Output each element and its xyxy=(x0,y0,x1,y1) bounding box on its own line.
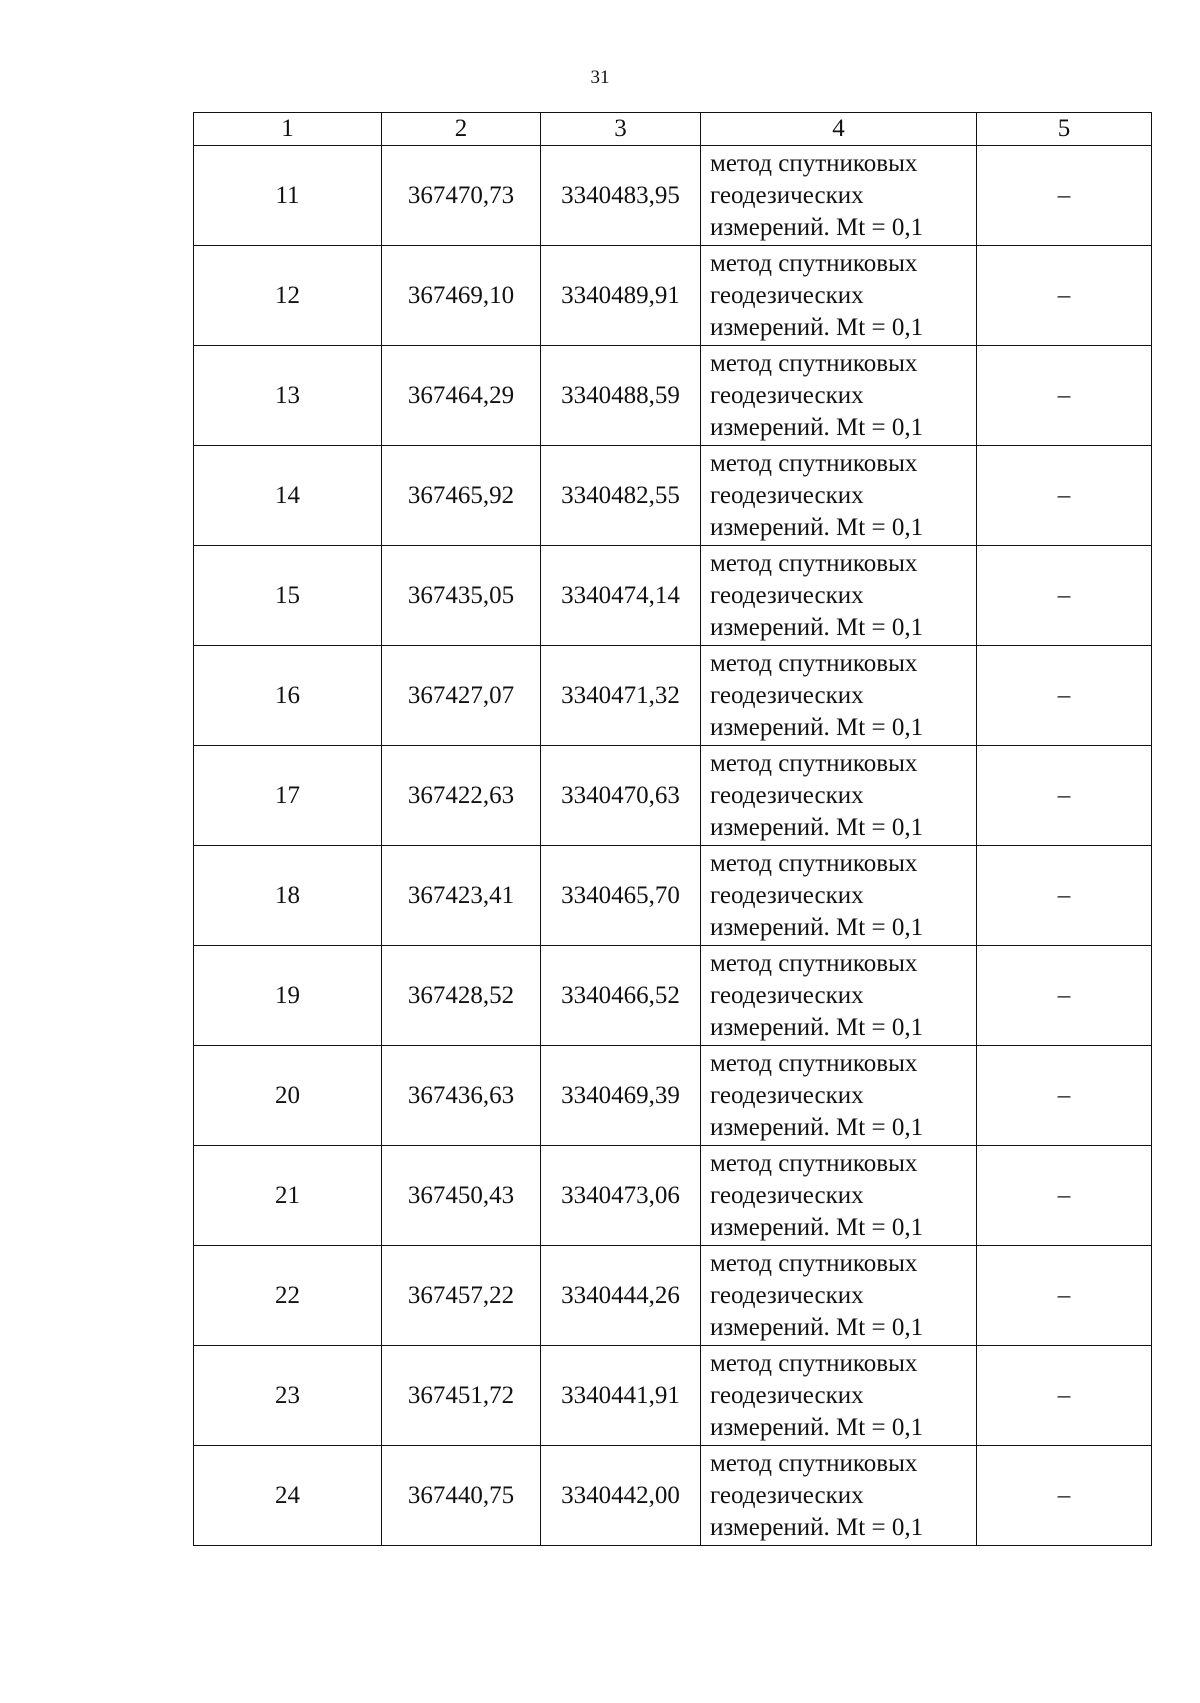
table-row xyxy=(194,1046,1152,1146)
y-coordinate-cell: 3340469,39 xyxy=(541,1046,701,1146)
table-header-row xyxy=(194,113,1152,146)
method-line: геодезических xyxy=(710,1481,864,1509)
method-cell xyxy=(701,346,977,446)
coordinates-table xyxy=(193,112,1152,1546)
table-row xyxy=(194,1146,1152,1246)
column-5-cell: – xyxy=(977,346,1152,446)
table-row xyxy=(194,946,1152,1046)
point-number-cell: 22 xyxy=(194,1246,382,1346)
method-line: метод спутниковых xyxy=(710,849,918,877)
y-coordinate-cell: 3340482,55 xyxy=(541,446,701,546)
method-cell xyxy=(701,746,977,846)
method-line: геодезических xyxy=(710,781,864,809)
y-coordinate-cell: 3340470,63 xyxy=(541,746,701,846)
y-coordinate-cell: 3340466,52 xyxy=(541,946,701,1046)
method-line: геодезических xyxy=(710,1081,864,1109)
column-5-cell: – xyxy=(977,246,1152,346)
method-line: метод спутниковых xyxy=(710,1149,918,1177)
point-number-cell: 14 xyxy=(194,446,382,546)
method-line: измерений. Mt = 0,1 xyxy=(710,1113,924,1141)
point-number-cell: 24 xyxy=(194,1446,382,1546)
method-line: геодезических xyxy=(710,281,864,309)
x-coordinate-cell: 367457,22 xyxy=(382,1246,541,1346)
method-line: геодезических xyxy=(710,1181,864,1209)
method-cell xyxy=(701,446,977,546)
x-coordinate-cell: 367469,10 xyxy=(382,246,541,346)
method-line: геодезических xyxy=(710,681,864,709)
method-line: метод спутниковых xyxy=(710,749,918,777)
method-cell xyxy=(701,1446,977,1546)
method-line: геодезических xyxy=(710,1281,864,1309)
x-coordinate-cell: 367428,52 xyxy=(382,946,541,1046)
method-line: геодезических xyxy=(710,1381,864,1409)
method-cell xyxy=(701,246,977,346)
column-header-5: 5 xyxy=(977,113,1152,146)
method-line: измерений. Mt = 0,1 xyxy=(710,1513,924,1541)
y-coordinate-cell: 3340442,00 xyxy=(541,1446,701,1546)
point-number-cell: 18 xyxy=(194,846,382,946)
method-cell xyxy=(701,1346,977,1446)
x-coordinate-cell: 367450,43 xyxy=(382,1146,541,1246)
method-line: метод спутниковых xyxy=(710,549,918,577)
method-line: метод спутниковых xyxy=(710,249,918,277)
method-cell xyxy=(701,1046,977,1146)
point-number-cell: 20 xyxy=(194,1046,382,1146)
method-cell xyxy=(701,546,977,646)
method-line: измерений. Mt = 0,1 xyxy=(710,1313,924,1341)
point-number-cell: 11 xyxy=(194,146,382,246)
method-line: измерений. Mt = 0,1 xyxy=(710,1213,924,1241)
method-line: метод спутниковых xyxy=(710,1049,918,1077)
method-cell xyxy=(701,146,977,246)
method-line: геодезических xyxy=(710,581,864,609)
table-row xyxy=(194,1246,1152,1346)
column-header-3: 3 xyxy=(541,113,701,146)
method-line: измерений. Mt = 0,1 xyxy=(710,813,924,841)
column-5-cell: – xyxy=(977,1346,1152,1446)
column-header-1: 1 xyxy=(194,113,382,146)
method-line: измерений. Mt = 0,1 xyxy=(710,413,924,441)
point-number-cell: 15 xyxy=(194,546,382,646)
y-coordinate-cell: 3340473,06 xyxy=(541,1146,701,1246)
method-line: метод спутниковых xyxy=(710,1249,918,1277)
method-line: измерений. Mt = 0,1 xyxy=(710,213,924,241)
method-line: измерений. Mt = 0,1 xyxy=(710,713,924,741)
table-row xyxy=(194,246,1152,346)
point-number-cell: 17 xyxy=(194,746,382,846)
column-5-cell: – xyxy=(977,446,1152,546)
y-coordinate-cell: 3340441,91 xyxy=(541,1346,701,1446)
column-header-4: 4 xyxy=(701,113,977,146)
column-5-cell: – xyxy=(977,1446,1152,1546)
method-line: метод спутниковых xyxy=(710,949,918,977)
column-5-cell: – xyxy=(977,946,1152,1046)
x-coordinate-cell: 367436,63 xyxy=(382,1046,541,1146)
table-row xyxy=(194,146,1152,246)
column-5-cell: – xyxy=(977,546,1152,646)
method-line: метод спутниковых xyxy=(710,1449,918,1477)
method-line: геодезических xyxy=(710,481,864,509)
method-line: геодезических xyxy=(710,381,864,409)
table-row xyxy=(194,1446,1152,1546)
x-coordinate-cell: 367422,63 xyxy=(382,746,541,846)
method-line: измерений. Mt = 0,1 xyxy=(710,513,924,541)
y-coordinate-cell: 3340488,59 xyxy=(541,346,701,446)
method-cell xyxy=(701,646,977,746)
x-coordinate-cell: 367423,41 xyxy=(382,846,541,946)
x-coordinate-cell: 367440,75 xyxy=(382,1446,541,1546)
method-line: измерений. Mt = 0,1 xyxy=(710,613,924,641)
point-number-cell: 16 xyxy=(194,646,382,746)
x-coordinate-cell: 367435,05 xyxy=(382,546,541,646)
table-row xyxy=(194,446,1152,546)
column-5-cell: – xyxy=(977,146,1152,246)
method-line: геодезических xyxy=(710,181,864,209)
table-body xyxy=(194,113,1152,1546)
point-number-cell: 19 xyxy=(194,946,382,1046)
y-coordinate-cell: 3340483,95 xyxy=(541,146,701,246)
table-row xyxy=(194,1346,1152,1446)
y-coordinate-cell: 3340489,91 xyxy=(541,246,701,346)
column-5-cell: – xyxy=(977,746,1152,846)
method-line: метод спутниковых xyxy=(710,449,918,477)
method-cell xyxy=(701,1146,977,1246)
method-line: измерений. Mt = 0,1 xyxy=(710,313,924,341)
y-coordinate-cell: 3340474,14 xyxy=(541,546,701,646)
method-line: метод спутниковых xyxy=(710,1349,918,1377)
method-line: метод спутниковых xyxy=(710,349,918,377)
method-line: геодезических xyxy=(710,981,864,1009)
y-coordinate-cell: 3340465,70 xyxy=(541,846,701,946)
y-coordinate-cell: 3340444,26 xyxy=(541,1246,701,1346)
method-cell xyxy=(701,1246,977,1346)
table-row xyxy=(194,546,1152,646)
point-number-cell: 13 xyxy=(194,346,382,446)
column-5-cell: – xyxy=(977,1246,1152,1346)
method-line: измерений. Mt = 0,1 xyxy=(710,913,924,941)
table-row xyxy=(194,346,1152,446)
point-number-cell: 21 xyxy=(194,1146,382,1246)
column-5-cell: – xyxy=(977,1046,1152,1146)
column-5-cell: – xyxy=(977,646,1152,746)
method-cell xyxy=(701,946,977,1046)
y-coordinate-cell: 3340471,32 xyxy=(541,646,701,746)
x-coordinate-cell: 367464,29 xyxy=(382,346,541,446)
x-coordinate-cell: 367465,92 xyxy=(382,446,541,546)
method-line: измерений. Mt = 0,1 xyxy=(710,1013,924,1041)
point-number-cell: 23 xyxy=(194,1346,382,1446)
x-coordinate-cell: 367470,73 xyxy=(382,146,541,246)
table-row xyxy=(194,746,1152,846)
column-5-cell: – xyxy=(977,846,1152,946)
column-5-cell: – xyxy=(977,1146,1152,1246)
method-cell xyxy=(701,846,977,946)
point-number-cell: 12 xyxy=(194,246,382,346)
method-line: метод спутниковых xyxy=(710,649,918,677)
table-row xyxy=(194,846,1152,946)
method-line: измерений. Mt = 0,1 xyxy=(710,1413,924,1441)
method-line: метод спутниковых xyxy=(710,149,918,177)
table-row xyxy=(194,646,1152,746)
method-line: геодезических xyxy=(710,881,864,909)
x-coordinate-cell: 367451,72 xyxy=(382,1346,541,1446)
column-header-2: 2 xyxy=(382,113,541,146)
page-number: 31 xyxy=(590,67,610,88)
x-coordinate-cell: 367427,07 xyxy=(382,646,541,746)
